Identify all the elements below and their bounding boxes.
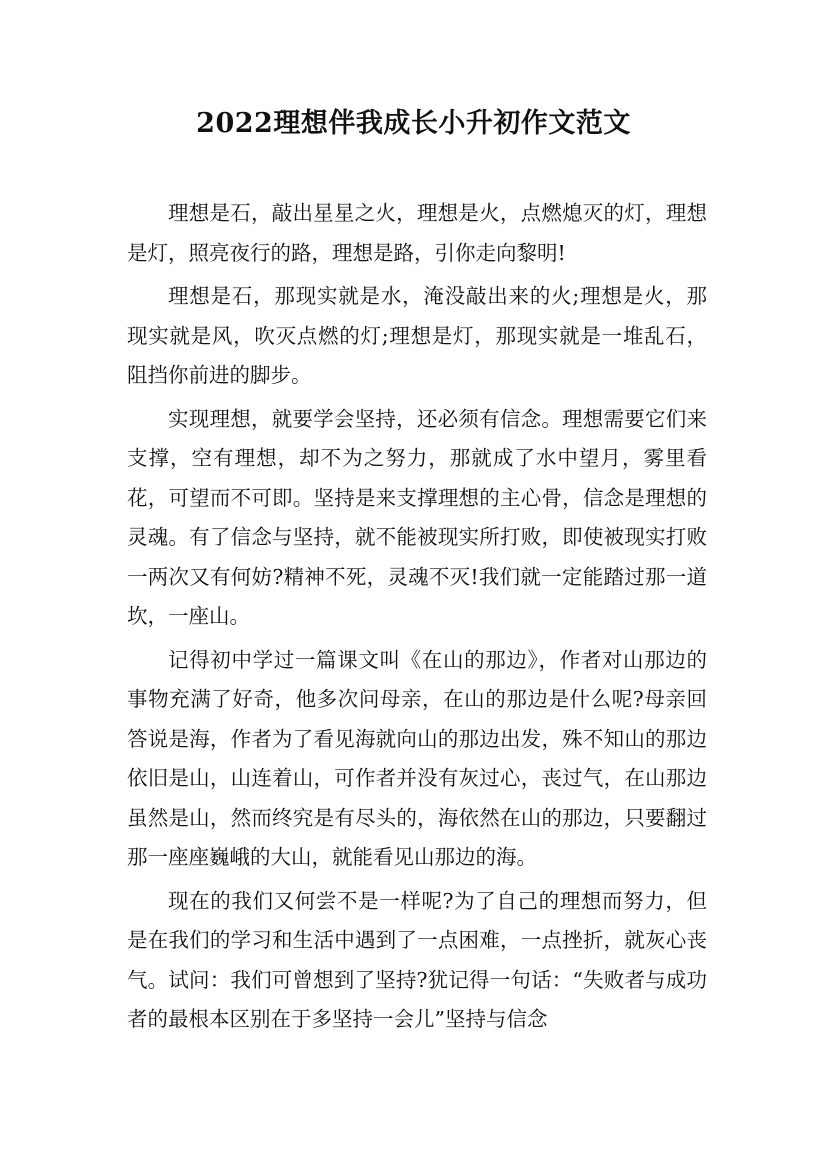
paragraph-5: 现在的我们又何尝不是一样呢?为了自己的理想而努力，但是在我们的学习和生活中遇到了一点困难，一点挫折，就灰心丧气。试问：我们可曾想到了坚持?犹记得一句话：“失败者与成功者的最根本区别在于多坚持一会儿”坚持与信念 [127, 888, 707, 1031]
document-title: 2022理想伴我成长小升初作文范文 [196, 108, 631, 139]
paragraph-3: 实现理想，就要学会坚持，还必须有信念。理想需要它们来支撑，空有理想，却不为之努力，那就成了水中望月，雾里看花，可望而不可即。坚持是来支撑理想的主心骨，信念是理想的灵魂。有了信念与坚持，就不能被现实所打败，即使被现实打败一两次又有何妨?精神不死，灵魂不灭!我们就一定能踏过那一道坎，一座山。 [127, 406, 707, 628]
paragraph-4: 记得初中学过一篇课文叫《在山的那边》，作者对山那边的事物充满了好奇，他多次问母亲，在山的那边是什么呢?母亲回答说是海，作者为了看见海就向山的那边出发，殊不知山的那边依旧是山，山连着山，可作者并没有灰过心，丧过气，在山那边虽然是山，然而终究是有尽头的，海依然在山的那边，只要翻过那一座座巍峨的大山，就能看见山那边的海。 [127, 647, 707, 869]
paragraph-1: 理想是石，敲出星星之火，理想是火，点燃熄灭的灯，理想是灯，照亮夜行的路，理想是路，引你走向黎明! [127, 201, 707, 265]
paragraph-2: 理想是石，那现实就是水，淹没敲出来的火;理想是火，那现实就是风，吹灭点燃的灯;理想是灯，那现实就是一堆乱石，阻挡你前进的脚步。 [127, 284, 707, 387]
document-body [127, 194, 707, 1044]
